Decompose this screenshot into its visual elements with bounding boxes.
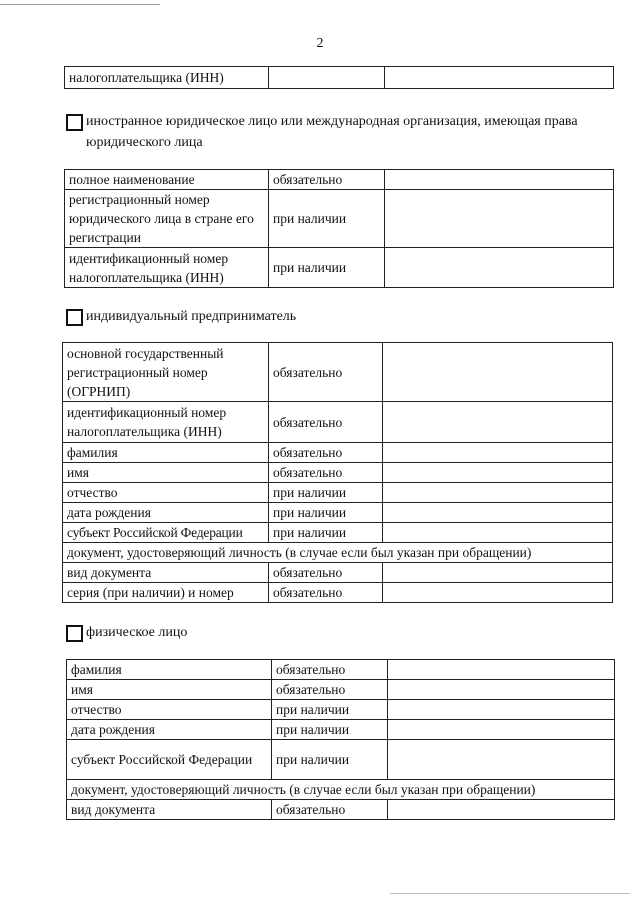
table-entrepreneur	[62, 342, 613, 603]
section-foreign-entity	[66, 111, 614, 153]
field-requirement: обязательно	[272, 680, 388, 700]
field-requirement: при наличии	[269, 483, 383, 503]
field-requirement: обязательно	[269, 443, 383, 463]
field-requirement: при наличии	[269, 503, 383, 523]
header-rule	[0, 4, 160, 5]
table-row	[67, 660, 615, 680]
table-row	[63, 343, 613, 402]
field-label: основной государственный регистрационный номер (ОГРНИП)	[63, 343, 269, 402]
field-requirement: обязательно	[269, 343, 383, 402]
table-row	[67, 800, 615, 820]
field-label: субъект Российской Федерации	[63, 523, 269, 543]
table-row	[65, 170, 614, 190]
field-value[interactable]	[383, 563, 613, 583]
table-row	[67, 780, 615, 800]
field-requirement: обязательно	[269, 563, 383, 583]
field-value[interactable]	[383, 483, 613, 503]
field-label: вид документа	[67, 800, 272, 820]
field-value[interactable]	[383, 523, 613, 543]
section-heading: физическое лицо	[86, 625, 188, 640]
table-individual	[66, 659, 615, 820]
field-value[interactable]	[388, 720, 615, 740]
foreign-entity-checkbox[interactable]	[66, 114, 83, 131]
field-value[interactable]	[388, 680, 615, 700]
field-label: дата рождения	[67, 720, 272, 740]
field-requirement: при наличии	[272, 720, 388, 740]
table-row	[63, 543, 613, 563]
field-value[interactable]	[388, 700, 615, 720]
field-requirement: обязательно	[269, 463, 383, 483]
field-requirement: обязательно	[272, 800, 388, 820]
field-value[interactable]	[383, 463, 613, 483]
field-label: отчество	[63, 483, 269, 503]
table-row	[67, 720, 615, 740]
table-row	[63, 402, 613, 443]
field-label: регистрационный номер юридического лица в стране его регистрации	[65, 190, 269, 248]
field-requirement: при наличии	[272, 740, 388, 780]
individual-checkbox[interactable]	[66, 625, 83, 642]
section-individual	[66, 622, 187, 643]
entrepreneur-checkbox[interactable]	[66, 309, 83, 326]
field-value[interactable]	[383, 443, 613, 463]
page-number: 2	[316, 36, 324, 51]
section-entrepreneur	[66, 306, 296, 327]
table-row	[63, 523, 613, 543]
table-row	[65, 190, 614, 248]
field-requirement	[269, 67, 385, 89]
field-label: идентификационный номер налогоплательщика (ИНН)	[63, 402, 269, 443]
table-row	[63, 443, 613, 463]
field-value[interactable]	[388, 800, 615, 820]
field-value[interactable]	[388, 660, 615, 680]
footer-rule	[390, 893, 630, 894]
field-label: отчество	[67, 700, 272, 720]
field-label: субъект Российской Федерации	[67, 740, 272, 780]
field-requirement: при наличии	[269, 523, 383, 543]
table-row	[67, 680, 615, 700]
table-row	[63, 503, 613, 523]
field-value[interactable]	[388, 740, 615, 780]
field-label: полное наименование	[65, 170, 269, 190]
field-label: идентификационный номер налогоплательщика (ИНН)	[65, 248, 269, 288]
section-heading: иностранное юридическое лицо или международная организация, имеющая права юридического лица	[86, 114, 578, 150]
field-requirement: при наличии	[269, 190, 385, 248]
field-label: дата рождения	[63, 503, 269, 523]
field-value[interactable]	[383, 343, 613, 402]
field-value[interactable]	[383, 402, 613, 443]
field-value[interactable]	[383, 503, 613, 523]
document-header: документ, удостоверяющий личность (в случае если был указан при обращении)	[67, 780, 615, 800]
table-row	[67, 740, 615, 780]
field-value[interactable]	[385, 170, 614, 190]
field-label: налогоплательщика (ИНН)	[65, 67, 269, 89]
field-requirement: при наличии	[272, 700, 388, 720]
field-requirement: обязательно	[269, 583, 383, 603]
table-continuation	[64, 66, 614, 89]
table-row	[63, 583, 613, 603]
field-requirement: обязательно	[269, 170, 385, 190]
table-row	[63, 563, 613, 583]
section-heading: индивидуальный предприниматель	[86, 309, 297, 324]
table-foreign-entity	[64, 169, 614, 288]
field-label: имя	[67, 680, 272, 700]
field-value[interactable]	[385, 248, 614, 288]
field-requirement: обязательно	[272, 660, 388, 680]
table-row	[63, 483, 613, 503]
table-row	[65, 67, 614, 89]
field-value[interactable]	[383, 583, 613, 603]
document-header: документ, удостоверяющий личность (в случае если был указан при обращении)	[63, 543, 613, 563]
field-label: фамилия	[63, 443, 269, 463]
field-label: имя	[63, 463, 269, 483]
field-label: вид документа	[63, 563, 269, 583]
field-label: фамилия	[67, 660, 272, 680]
field-value[interactable]	[385, 190, 614, 248]
field-label: серия (при наличии) и номер	[63, 583, 269, 603]
table-row	[63, 463, 613, 483]
table-row	[65, 248, 614, 288]
field-requirement: обязательно	[269, 402, 383, 443]
field-requirement: при наличии	[269, 248, 385, 288]
table-row	[67, 700, 615, 720]
field-value[interactable]	[385, 67, 614, 89]
